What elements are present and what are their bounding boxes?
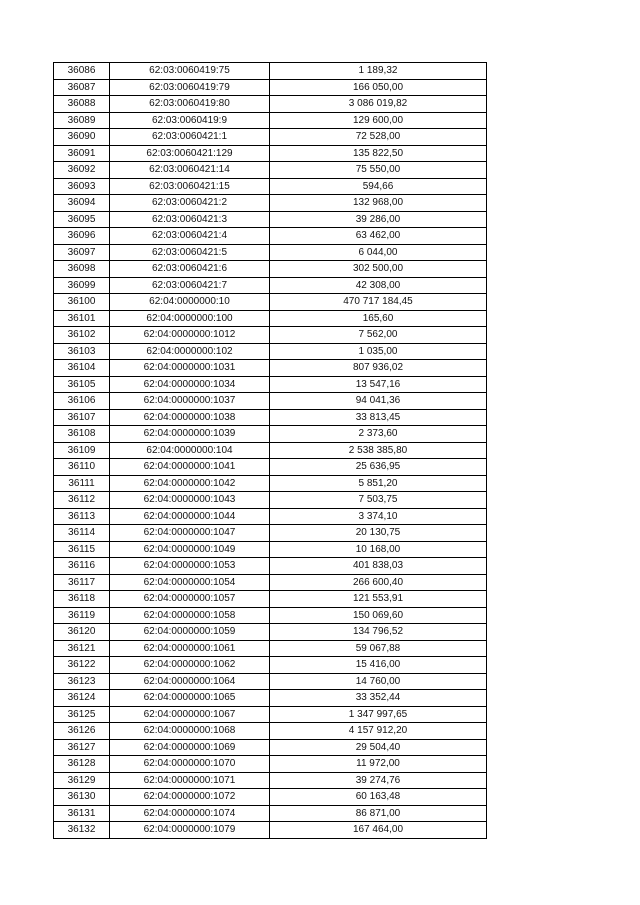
cadastral-number-cell: 62:04:0000000:1047 [110, 525, 270, 542]
cadastral-number-cell: 62:04:0000000:10 [110, 294, 270, 311]
cadastral-value-cell: 594,66 [270, 178, 487, 195]
cadastral-number-cell: 62:04:0000000:1038 [110, 409, 270, 426]
cadastral-number-cell: 62:04:0000000:1031 [110, 360, 270, 377]
row-number-cell: 36111 [54, 475, 110, 492]
cadastral-number-cell: 62:03:0060419:75 [110, 63, 270, 80]
row-number-cell: 36109 [54, 442, 110, 459]
row-number-cell: 36120 [54, 624, 110, 641]
cadastral-value-cell: 1 035,00 [270, 343, 487, 360]
row-number-cell: 36104 [54, 360, 110, 377]
row-number-cell: 36116 [54, 558, 110, 575]
row-number-cell: 36131 [54, 805, 110, 822]
cadastral-value-cell: 86 871,00 [270, 805, 487, 822]
table-row [54, 723, 487, 740]
table-row [54, 756, 487, 773]
cadastral-value-cell: 7 503,75 [270, 492, 487, 509]
table-row [54, 673, 487, 690]
table-row [54, 706, 487, 723]
table-row [54, 442, 487, 459]
row-number-cell: 36127 [54, 739, 110, 756]
cadastral-value-cell: 302 500,00 [270, 261, 487, 278]
table-row [54, 178, 487, 195]
table-row [54, 145, 487, 162]
cadastral-number-cell: 62:03:0060421:2 [110, 195, 270, 212]
cadastral-number-cell: 62:04:0000000:1057 [110, 591, 270, 608]
cadastral-value-cell: 807 936,02 [270, 360, 487, 377]
table-row [54, 805, 487, 822]
table-row [54, 343, 487, 360]
row-number-cell: 36117 [54, 574, 110, 591]
cadastral-value-cell: 39 274,76 [270, 772, 487, 789]
row-number-cell: 36091 [54, 145, 110, 162]
row-number-cell: 36114 [54, 525, 110, 542]
table-row [54, 277, 487, 294]
row-number-cell: 36093 [54, 178, 110, 195]
cadastral-number-cell: 62:04:0000000:1049 [110, 541, 270, 558]
cadastral-number-cell: 62:03:0060421:4 [110, 228, 270, 245]
table-row [54, 772, 487, 789]
cadastral-value-cell: 121 553,91 [270, 591, 487, 608]
cadastral-value-cell: 60 163,48 [270, 789, 487, 806]
row-number-cell: 36092 [54, 162, 110, 179]
table-row [54, 327, 487, 344]
row-number-cell: 36130 [54, 789, 110, 806]
cadastral-value-cell: 132 968,00 [270, 195, 487, 212]
cadastral-value-cell: 3 086 019,82 [270, 96, 487, 113]
row-number-cell: 36097 [54, 244, 110, 261]
table-row [54, 789, 487, 806]
cadastral-value-cell: 1 189,32 [270, 63, 487, 80]
table-row [54, 393, 487, 410]
row-number-cell: 36126 [54, 723, 110, 740]
table-row [54, 426, 487, 443]
table-row [54, 624, 487, 641]
cadastral-number-cell: 62:03:0060419:79 [110, 79, 270, 96]
row-number-cell: 36096 [54, 228, 110, 245]
cadastral-number-cell: 62:04:0000000:1062 [110, 657, 270, 674]
cadastral-number-cell: 62:03:0060421:7 [110, 277, 270, 294]
cadastral-number-cell: 62:04:0000000:1059 [110, 624, 270, 641]
cadastral-value-table [53, 62, 487, 839]
cadastral-value-cell: 3 374,10 [270, 508, 487, 525]
row-number-cell: 36123 [54, 673, 110, 690]
cadastral-number-cell: 62:03:0060421:129 [110, 145, 270, 162]
table-row [54, 261, 487, 278]
cadastral-number-cell: 62:04:0000000:1072 [110, 789, 270, 806]
row-number-cell: 36124 [54, 690, 110, 707]
cadastral-value-cell: 39 286,00 [270, 211, 487, 228]
table-row [54, 129, 487, 146]
table-row [54, 591, 487, 608]
cadastral-number-cell: 62:04:0000000:1074 [110, 805, 270, 822]
cadastral-value-cell: 165,60 [270, 310, 487, 327]
table-row [54, 657, 487, 674]
cadastral-number-cell: 62:04:0000000:1070 [110, 756, 270, 773]
cadastral-value-cell: 401 838,03 [270, 558, 487, 575]
table-row [54, 640, 487, 657]
row-number-cell: 36107 [54, 409, 110, 426]
cadastral-value-cell: 166 050,00 [270, 79, 487, 96]
cadastral-number-cell: 62:04:0000000:1037 [110, 393, 270, 410]
cadastral-number-cell: 62:04:0000000:1012 [110, 327, 270, 344]
table-row [54, 525, 487, 542]
table-row [54, 79, 487, 96]
cadastral-value-cell: 10 168,00 [270, 541, 487, 558]
table-row [54, 459, 487, 476]
row-number-cell: 36103 [54, 343, 110, 360]
table-row [54, 409, 487, 426]
cadastral-number-cell: 62:04:0000000:104 [110, 442, 270, 459]
row-number-cell: 36122 [54, 657, 110, 674]
table-row [54, 294, 487, 311]
cadastral-number-cell: 62:04:0000000:1042 [110, 475, 270, 492]
cadastral-value-cell: 13 547,16 [270, 376, 487, 393]
cadastral-value-cell: 4 157 912,20 [270, 723, 487, 740]
table-row [54, 195, 487, 212]
cadastral-value-cell: 25 636,95 [270, 459, 487, 476]
cadastral-value-cell: 129 600,00 [270, 112, 487, 129]
cadastral-number-cell: 62:04:0000000:1058 [110, 607, 270, 624]
cadastral-number-cell: 62:04:0000000:1071 [110, 772, 270, 789]
cadastral-number-cell: 62:04:0000000:1053 [110, 558, 270, 575]
row-number-cell: 36095 [54, 211, 110, 228]
table-row [54, 475, 487, 492]
cadastral-value-cell: 42 308,00 [270, 277, 487, 294]
table-row [54, 211, 487, 228]
row-number-cell: 36089 [54, 112, 110, 129]
row-number-cell: 36115 [54, 541, 110, 558]
cadastral-number-cell: 62:04:0000000:1043 [110, 492, 270, 509]
row-number-cell: 36118 [54, 591, 110, 608]
table-row [54, 508, 487, 525]
table-row [54, 112, 487, 129]
cadastral-number-cell: 62:03:0060421:3 [110, 211, 270, 228]
cadastral-number-cell: 62:03:0060421:1 [110, 129, 270, 146]
cadastral-number-cell: 62:03:0060421:6 [110, 261, 270, 278]
cadastral-number-cell: 62:04:0000000:102 [110, 343, 270, 360]
cadastral-value-cell: 94 041,36 [270, 393, 487, 410]
cadastral-value-cell: 266 600,40 [270, 574, 487, 591]
row-number-cell: 36106 [54, 393, 110, 410]
cadastral-value-cell: 14 760,00 [270, 673, 487, 690]
table-row [54, 574, 487, 591]
table-row [54, 822, 487, 839]
table-row [54, 310, 487, 327]
cadastral-value-cell: 7 562,00 [270, 327, 487, 344]
cadastral-value-cell: 15 416,00 [270, 657, 487, 674]
cadastral-number-cell: 62:03:0060421:5 [110, 244, 270, 261]
cadastral-number-cell: 62:04:0000000:1039 [110, 426, 270, 443]
cadastral-number-cell: 62:04:0000000:1041 [110, 459, 270, 476]
cadastral-number-cell: 62:04:0000000:100 [110, 310, 270, 327]
cadastral-value-cell: 63 462,00 [270, 228, 487, 245]
cadastral-number-cell: 62:03:0060421:15 [110, 178, 270, 195]
table-row [54, 162, 487, 179]
cadastral-number-cell: 62:04:0000000:1034 [110, 376, 270, 393]
row-number-cell: 36112 [54, 492, 110, 509]
row-number-cell: 36098 [54, 261, 110, 278]
row-number-cell: 36129 [54, 772, 110, 789]
row-number-cell: 36094 [54, 195, 110, 212]
row-number-cell: 36101 [54, 310, 110, 327]
table-row [54, 360, 487, 377]
cadastral-value-cell: 134 796,52 [270, 624, 487, 641]
cadastral-number-cell: 62:04:0000000:1068 [110, 723, 270, 740]
cadastral-value-cell: 470 717 184,45 [270, 294, 487, 311]
cadastral-value-cell: 33 813,45 [270, 409, 487, 426]
row-number-cell: 36088 [54, 96, 110, 113]
table-body [54, 63, 487, 839]
cadastral-number-cell: 62:04:0000000:1079 [110, 822, 270, 839]
cadastral-value-cell: 5 851,20 [270, 475, 487, 492]
row-number-cell: 36102 [54, 327, 110, 344]
cadastral-value-cell: 2 373,60 [270, 426, 487, 443]
row-number-cell: 36121 [54, 640, 110, 657]
cadastral-number-cell: 62:04:0000000:1069 [110, 739, 270, 756]
table-row [54, 558, 487, 575]
cadastral-value-cell: 59 067,88 [270, 640, 487, 657]
row-number-cell: 36087 [54, 79, 110, 96]
table-row [54, 690, 487, 707]
row-number-cell: 36128 [54, 756, 110, 773]
cadastral-number-cell: 62:04:0000000:1067 [110, 706, 270, 723]
row-number-cell: 36113 [54, 508, 110, 525]
cadastral-value-cell: 2 538 385,80 [270, 442, 487, 459]
row-number-cell: 36108 [54, 426, 110, 443]
row-number-cell: 36119 [54, 607, 110, 624]
cadastral-value-cell: 6 044,00 [270, 244, 487, 261]
cadastral-number-cell: 62:03:0060419:80 [110, 96, 270, 113]
row-number-cell: 36100 [54, 294, 110, 311]
cadastral-value-cell: 150 069,60 [270, 607, 487, 624]
cadastral-value-cell: 72 528,00 [270, 129, 487, 146]
cadastral-value-cell: 11 972,00 [270, 756, 487, 773]
row-number-cell: 36086 [54, 63, 110, 80]
row-number-cell: 36099 [54, 277, 110, 294]
cadastral-number-cell: 62:03:0060421:14 [110, 162, 270, 179]
cadastral-value-cell: 167 464,00 [270, 822, 487, 839]
table-row [54, 739, 487, 756]
row-number-cell: 36105 [54, 376, 110, 393]
cadastral-number-cell: 62:04:0000000:1044 [110, 508, 270, 525]
cadastral-number-cell: 62:04:0000000:1061 [110, 640, 270, 657]
table-row [54, 244, 487, 261]
cadastral-value-cell: 33 352,44 [270, 690, 487, 707]
cadastral-value-cell: 29 504,40 [270, 739, 487, 756]
row-number-cell: 36090 [54, 129, 110, 146]
cadastral-value-cell: 135 822,50 [270, 145, 487, 162]
table-row [54, 492, 487, 509]
row-number-cell: 36125 [54, 706, 110, 723]
cadastral-value-cell: 1 347 997,65 [270, 706, 487, 723]
table-row [54, 228, 487, 245]
cadastral-number-cell: 62:04:0000000:1054 [110, 574, 270, 591]
table-row [54, 63, 487, 80]
row-number-cell: 36132 [54, 822, 110, 839]
row-number-cell: 36110 [54, 459, 110, 476]
cadastral-number-cell: 62:04:0000000:1065 [110, 690, 270, 707]
cadastral-value-cell: 75 550,00 [270, 162, 487, 179]
cadastral-number-cell: 62:04:0000000:1064 [110, 673, 270, 690]
cadastral-number-cell: 62:03:0060419:9 [110, 112, 270, 129]
table-row [54, 96, 487, 113]
cadastral-value-cell: 20 130,75 [270, 525, 487, 542]
table-row [54, 607, 487, 624]
table-row [54, 541, 487, 558]
table-row [54, 376, 487, 393]
